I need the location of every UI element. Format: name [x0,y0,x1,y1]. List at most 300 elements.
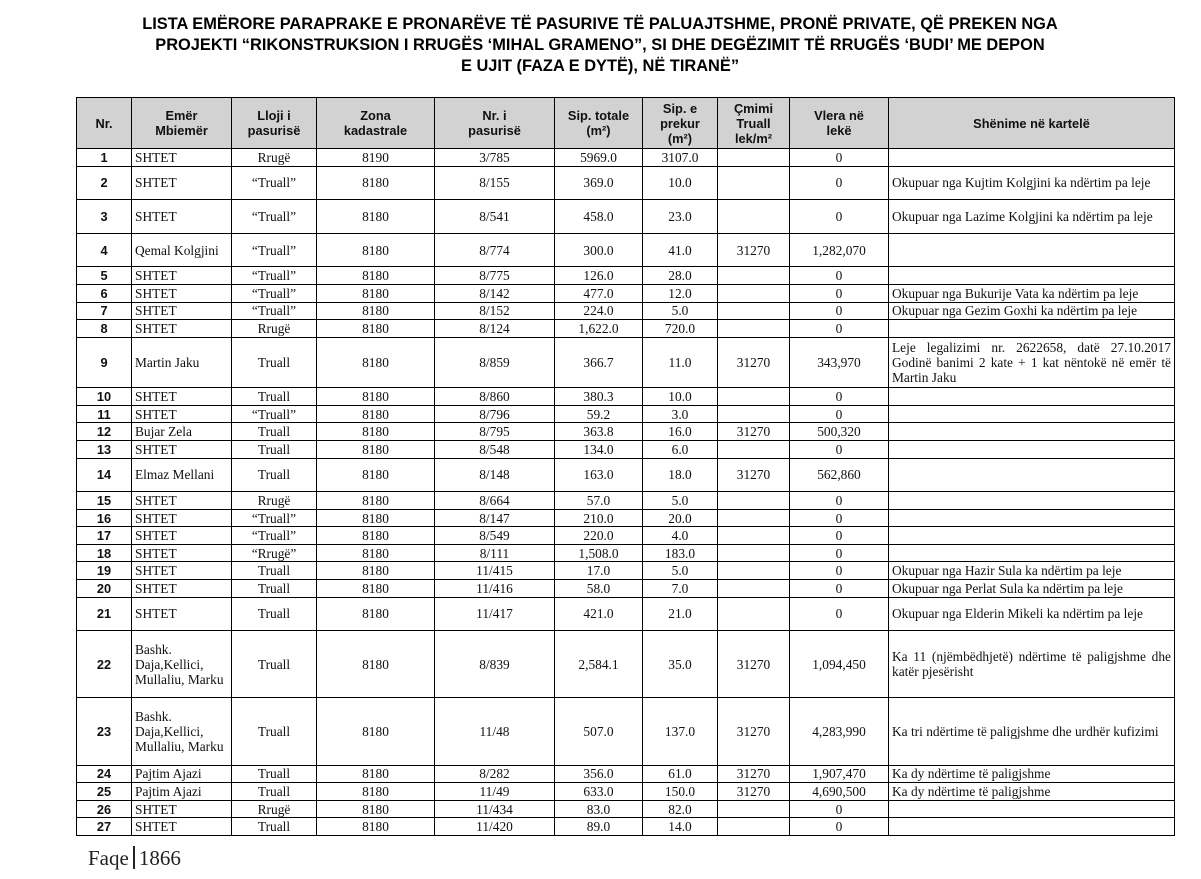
cell-value: 0 [790,580,889,598]
page-number: 1866 [138,846,181,870]
cell-row-number: 25 [77,783,132,801]
cell-property-type: Truall [232,388,317,406]
cell-total-area: 59.2 [555,405,643,423]
cell-cadastral-zone: 8180 [317,698,435,765]
cell-row-number: 2 [77,166,132,200]
cell-value: 0 [790,544,889,562]
cell-value: 0 [790,320,889,338]
cell-value: 0 [790,597,889,631]
cell-total-area: 363.8 [555,423,643,441]
cell-property-number: 3/785 [435,149,555,167]
cell-property-number: 11/420 [435,818,555,836]
cell-cadastral-zone: 8180 [317,423,435,441]
cell-row-number: 3 [77,200,132,234]
cell-owner-name: SHTET [132,527,232,545]
cell-property-type: Rrugë [232,149,317,167]
cell-cadastral-zone: 8180 [317,458,435,492]
table-row [77,562,1175,580]
cell-note [889,440,1175,458]
cell-value: 562,860 [790,458,889,492]
table-row [77,423,1175,441]
cell-affected-area: 82.0 [643,800,718,818]
cell-affected-area: 21.0 [643,597,718,631]
header-total-area: Sip. totale (m²) [555,98,643,149]
cell-row-number: 15 [77,492,132,510]
cell-total-area: 89.0 [555,818,643,836]
cell-owner-name: Qemal Kolgjini [132,233,232,267]
cell-value: 0 [790,818,889,836]
document-title [40,14,1160,77]
cell-affected-area: 10.0 [643,388,718,406]
cell-land-price: 31270 [718,631,790,698]
cell-owner-name: Bujar Zela [132,423,232,441]
cell-property-type: “Truall” [232,405,317,423]
cell-property-number: 11/48 [435,698,555,765]
cell-affected-area: 183.0 [643,544,718,562]
cell-affected-area: 137.0 [643,698,718,765]
cell-owner-name: Pajtim Ajazi [132,783,232,801]
cell-row-number: 11 [77,405,132,423]
cell-total-area: 5969.0 [555,149,643,167]
cell-affected-area: 23.0 [643,200,718,234]
cell-land-price: 31270 [718,458,790,492]
cell-property-type: Rrugë [232,800,317,818]
cell-cadastral-zone: 8180 [317,320,435,338]
cell-land-price: 31270 [718,698,790,765]
cell-row-number: 6 [77,284,132,302]
cell-land-price [718,388,790,406]
cell-note [889,149,1175,167]
cell-total-area: 58.0 [555,580,643,598]
cell-owner-name: SHTET [132,149,232,167]
cell-affected-area: 3107.0 [643,149,718,167]
cell-total-area: 57.0 [555,492,643,510]
cell-value: 500,320 [790,423,889,441]
cell-owner-name: SHTET [132,284,232,302]
cell-property-type: “Truall” [232,527,317,545]
cell-row-number: 21 [77,597,132,631]
table-row [77,337,1175,387]
cell-note [889,423,1175,441]
cell-land-price [718,800,790,818]
table-row [77,405,1175,423]
cell-property-number: 8/155 [435,166,555,200]
table-row [77,302,1175,320]
cell-property-type: Truall [232,765,317,783]
cell-total-area: 224.0 [555,302,643,320]
cell-row-number: 23 [77,698,132,765]
cell-cadastral-zone: 8180 [317,302,435,320]
cell-affected-area: 5.0 [643,562,718,580]
cell-value: 0 [790,302,889,320]
property-owners-table [76,97,1175,836]
table-row [77,284,1175,302]
table-row [77,509,1175,527]
cell-owner-name: SHTET [132,597,232,631]
cell-property-type: “Truall” [232,200,317,234]
cell-value: 0 [790,492,889,510]
title-line-3: E UJIT (FAZA E DYTË), NË TIRANË” [460,57,740,75]
cell-owner-name: SHTET [132,200,232,234]
cell-note [889,800,1175,818]
cell-affected-area: 18.0 [643,458,718,492]
header-affected-area: Sip. e prekur (m²) [643,98,718,149]
cell-note [889,544,1175,562]
table-row [77,544,1175,562]
cell-cadastral-zone: 8180 [317,597,435,631]
cell-cadastral-zone: 8180 [317,200,435,234]
cell-land-price [718,544,790,562]
cell-total-area: 17.0 [555,562,643,580]
cell-owner-name: SHTET [132,405,232,423]
cell-property-type: “Truall” [232,166,317,200]
cell-property-number: 8/541 [435,200,555,234]
cell-row-number: 9 [77,337,132,387]
cell-affected-area: 3.0 [643,405,718,423]
cell-affected-area: 4.0 [643,527,718,545]
table-row [77,320,1175,338]
cell-note: Okupuar nga Gezim Goxhi ka ndërtim pa leje [889,302,1175,320]
cell-owner-name: SHTET [132,818,232,836]
cell-property-type: Truall [232,562,317,580]
cell-value: 0 [790,800,889,818]
table-row [77,631,1175,698]
cell-land-price: 31270 [718,783,790,801]
cell-note [889,818,1175,836]
cell-note [889,320,1175,338]
cell-row-number: 27 [77,818,132,836]
cell-row-number: 14 [77,458,132,492]
table-row [77,765,1175,783]
cell-value: 4,690,500 [790,783,889,801]
cell-total-area: 220.0 [555,527,643,545]
cell-property-number: 8/142 [435,284,555,302]
cell-total-area: 163.0 [555,458,643,492]
header-name: Emër Mbiemër [132,98,232,149]
cell-property-number: 8/549 [435,527,555,545]
cell-row-number: 24 [77,765,132,783]
cell-affected-area: 14.0 [643,818,718,836]
cell-owner-name: Bashk. Daja,Kellici, Mullaliu, Marku [132,631,232,698]
cell-note: Okupuar nga Hazir Sula ka ndërtim pa leje [889,562,1175,580]
cell-value: 0 [790,562,889,580]
cell-total-area: 458.0 [555,200,643,234]
cell-property-number: 11/416 [435,580,555,598]
cell-property-number: 8/548 [435,440,555,458]
cell-property-type: “Truall” [232,302,317,320]
cell-total-area: 356.0 [555,765,643,783]
cell-property-type: Truall [232,337,317,387]
cell-cadastral-zone: 8180 [317,544,435,562]
cell-row-number: 5 [77,267,132,285]
cell-value: 0 [790,405,889,423]
cell-land-price [718,492,790,510]
cell-total-area: 1,508.0 [555,544,643,562]
cell-total-area: 421.0 [555,597,643,631]
header-land-price: Çmimi Truall lek/m² [718,98,790,149]
cell-value: 0 [790,527,889,545]
cell-cadastral-zone: 8180 [317,405,435,423]
cell-cadastral-zone: 8190 [317,149,435,167]
cell-note: Ka dy ndërtime të paligjshme [889,783,1175,801]
table-row [77,458,1175,492]
cell-cadastral-zone: 8180 [317,562,435,580]
table-row [77,527,1175,545]
header-property-type: Lloji i pasurisë [232,98,317,149]
cell-property-type: Truall [232,440,317,458]
cell-land-price [718,405,790,423]
table-row [77,800,1175,818]
cell-note [889,267,1175,285]
cell-value: 0 [790,284,889,302]
header-property-number: Nr. i pasurisë [435,98,555,149]
cell-row-number: 12 [77,423,132,441]
cell-land-price: 31270 [718,423,790,441]
cell-property-type: “Truall” [232,509,317,527]
cell-value: 343,970 [790,337,889,387]
cell-owner-name: SHTET [132,492,232,510]
table-row [77,233,1175,267]
cell-property-type: Truall [232,783,317,801]
cell-affected-area: 150.0 [643,783,718,801]
cell-note: Okupuar nga Lazime Kolgjini ka ndërtim pa leje [889,200,1175,234]
table-row [77,440,1175,458]
cell-affected-area: 720.0 [643,320,718,338]
cell-affected-area: 11.0 [643,337,718,387]
cell-property-type: “Rrugë” [232,544,317,562]
cell-cadastral-zone: 8180 [317,765,435,783]
cell-row-number: 10 [77,388,132,406]
cell-cadastral-zone: 8180 [317,509,435,527]
cell-affected-area: 28.0 [643,267,718,285]
cell-property-number: 11/417 [435,597,555,631]
table-row [77,492,1175,510]
cell-row-number: 4 [77,233,132,267]
cell-cadastral-zone: 8180 [317,580,435,598]
cell-affected-area: 7.0 [643,580,718,598]
cell-property-number: 8/152 [435,302,555,320]
table-row [77,597,1175,631]
cell-property-type: Truall [232,698,317,765]
cell-owner-name: SHTET [132,800,232,818]
cell-affected-area: 5.0 [643,302,718,320]
cell-property-number: 8/148 [435,458,555,492]
cell-cadastral-zone: 8180 [317,337,435,387]
cell-note: Ka tri ndërtime të paligjshme dhe urdhër kufizimi [889,698,1175,765]
cell-note [889,233,1175,267]
cell-affected-area: 61.0 [643,765,718,783]
cell-note [889,405,1175,423]
cell-total-area: 366.7 [555,337,643,387]
cell-value: 1,282,070 [790,233,889,267]
cell-property-type: “Truall” [232,284,317,302]
cell-property-type: Truall [232,631,317,698]
table-row [77,388,1175,406]
cell-property-number: 8/796 [435,405,555,423]
cell-value: 1,094,450 [790,631,889,698]
cell-land-price [718,267,790,285]
cell-value: 0 [790,267,889,285]
header-notes: Shënime në kartelë [889,98,1175,149]
cell-owner-name: SHTET [132,166,232,200]
cell-land-price [718,440,790,458]
cell-note: Ka 11 (njëmbëdhjetë) ndërtime të paligjshme dhe katër pjesërisht [889,631,1175,698]
cell-property-number: 8/664 [435,492,555,510]
cell-property-number: 8/839 [435,631,555,698]
cell-total-area: 134.0 [555,440,643,458]
cell-total-area: 2,584.1 [555,631,643,698]
cell-cadastral-zone: 8180 [317,233,435,267]
cell-owner-name: SHTET [132,440,232,458]
cell-note [889,509,1175,527]
cell-owner-name: Martin Jaku [132,337,232,387]
cell-total-area: 300.0 [555,233,643,267]
footer-label: Faqe [88,846,129,870]
cell-row-number: 1 [77,149,132,167]
cell-note: Okupuar nga Perlat Sula ka ndërtim pa leje [889,580,1175,598]
cell-property-type: Truall [232,818,317,836]
cell-property-number: 8/859 [435,337,555,387]
cell-value: 0 [790,166,889,200]
cell-property-type: Rrugë [232,492,317,510]
cell-value: 0 [790,149,889,167]
cell-land-price [718,200,790,234]
cell-property-number: 8/124 [435,320,555,338]
cell-row-number: 26 [77,800,132,818]
cell-cadastral-zone: 8180 [317,527,435,545]
cell-row-number: 7 [77,302,132,320]
cell-land-price [718,597,790,631]
cell-land-price [718,509,790,527]
cell-cadastral-zone: 8180 [317,783,435,801]
cell-total-area: 507.0 [555,698,643,765]
cell-affected-area: 20.0 [643,509,718,527]
cell-total-area: 477.0 [555,284,643,302]
cell-total-area: 369.0 [555,166,643,200]
cell-cadastral-zone: 8180 [317,388,435,406]
cell-note [889,458,1175,492]
cell-property-type: Truall [232,597,317,631]
cell-cadastral-zone: 8180 [317,284,435,302]
cell-owner-name: SHTET [132,302,232,320]
cell-row-number: 8 [77,320,132,338]
cell-land-price [718,320,790,338]
cell-property-number: 11/415 [435,562,555,580]
cell-land-price [718,562,790,580]
cell-total-area: 380.3 [555,388,643,406]
cell-cadastral-zone: 8180 [317,800,435,818]
cell-note: Okupuar nga Bukurije Vata ka ndërtim pa leje [889,284,1175,302]
cell-total-area: 1,622.0 [555,320,643,338]
cell-owner-name: Pajtim Ajazi [132,765,232,783]
cell-owner-name: Elmaz Mellani [132,458,232,492]
cell-land-price [718,527,790,545]
table-row [77,149,1175,167]
cell-property-type: Truall [232,458,317,492]
cell-value: 4,283,990 [790,698,889,765]
cell-owner-name: SHTET [132,544,232,562]
cell-land-price [718,302,790,320]
cell-property-type: Rrugë [232,320,317,338]
table-row [77,166,1175,200]
cell-property-number: 8/147 [435,509,555,527]
cell-land-price: 31270 [718,765,790,783]
cell-owner-name: Bashk. Daja,Kellici, Mullaliu, Marku [132,698,232,765]
cell-value: 0 [790,388,889,406]
cell-total-area: 210.0 [555,509,643,527]
cell-property-number: 8/282 [435,765,555,783]
cell-land-price [718,818,790,836]
cell-row-number: 16 [77,509,132,527]
cell-cadastral-zone: 8180 [317,631,435,698]
cell-property-type: “Truall” [232,267,317,285]
header-cadastral-zone: Zona kadastrale [317,98,435,149]
cell-land-price [718,284,790,302]
cell-value: 0 [790,200,889,234]
cell-cadastral-zone: 8180 [317,818,435,836]
cell-row-number: 13 [77,440,132,458]
table-row [77,200,1175,234]
cell-affected-area: 41.0 [643,233,718,267]
title-line-2: PROJEKTI “RIKONSTRUKSION I RRUGËS ‘MIHAL GRAMENO”, SI DHE DEGËZIMIT TË RRUGËS ‘BUDI’ ME DEPON [155,36,1045,54]
cell-owner-name: SHTET [132,388,232,406]
cell-owner-name: SHTET [132,509,232,527]
cell-cadastral-zone: 8180 [317,492,435,510]
cell-note: Ka dy ndërtime të paligjshme [889,765,1175,783]
cell-property-type: Truall [232,423,317,441]
cell-affected-area: 35.0 [643,631,718,698]
cell-owner-name: SHTET [132,580,232,598]
cell-row-number: 20 [77,580,132,598]
cell-affected-area: 10.0 [643,166,718,200]
page-footer [88,846,181,871]
cell-affected-area: 6.0 [643,440,718,458]
table-row [77,698,1175,765]
cell-land-price [718,166,790,200]
table-row [77,818,1175,836]
cell-note [889,388,1175,406]
cell-property-number: 11/434 [435,800,555,818]
cell-affected-area: 12.0 [643,284,718,302]
cell-land-price [718,580,790,598]
cell-property-number: 8/795 [435,423,555,441]
cell-note: Okupuar nga Kujtim Kolgjini ka ndërtim pa leje [889,166,1175,200]
cell-value: 1,907,470 [790,765,889,783]
cell-cadastral-zone: 8180 [317,440,435,458]
cell-value: 0 [790,509,889,527]
cell-row-number: 19 [77,562,132,580]
table-row [77,580,1175,598]
cell-property-type: “Truall” [232,233,317,267]
cell-row-number: 17 [77,527,132,545]
title-line-1: LISTA EMËRORE PARAPRAKE E PRONARËVE TË PASURIVE TË PALUAJTSHME, PRONË PRIVATE, QË PREKEN NGA [142,15,1058,33]
cell-cadastral-zone: 8180 [317,166,435,200]
table-body [77,149,1175,836]
cell-row-number: 18 [77,544,132,562]
cell-property-number: 8/111 [435,544,555,562]
cell-row-number: 22 [77,631,132,698]
cell-land-price: 31270 [718,337,790,387]
cell-value: 0 [790,440,889,458]
cell-note [889,492,1175,510]
cell-total-area: 83.0 [555,800,643,818]
cell-property-number: 11/49 [435,783,555,801]
cell-owner-name: SHTET [132,267,232,285]
cell-note: Okupuar nga Elderin Mikeli ka ndërtim pa leje [889,597,1175,631]
cell-affected-area: 5.0 [643,492,718,510]
cell-note: Leje legalizimi nr. 2622658, datë 27.10.2017 Godinë banimi 2 kate + 1 kat nëntokë në emër të Martin Jaku [889,337,1175,387]
cell-land-price: 31270 [718,233,790,267]
